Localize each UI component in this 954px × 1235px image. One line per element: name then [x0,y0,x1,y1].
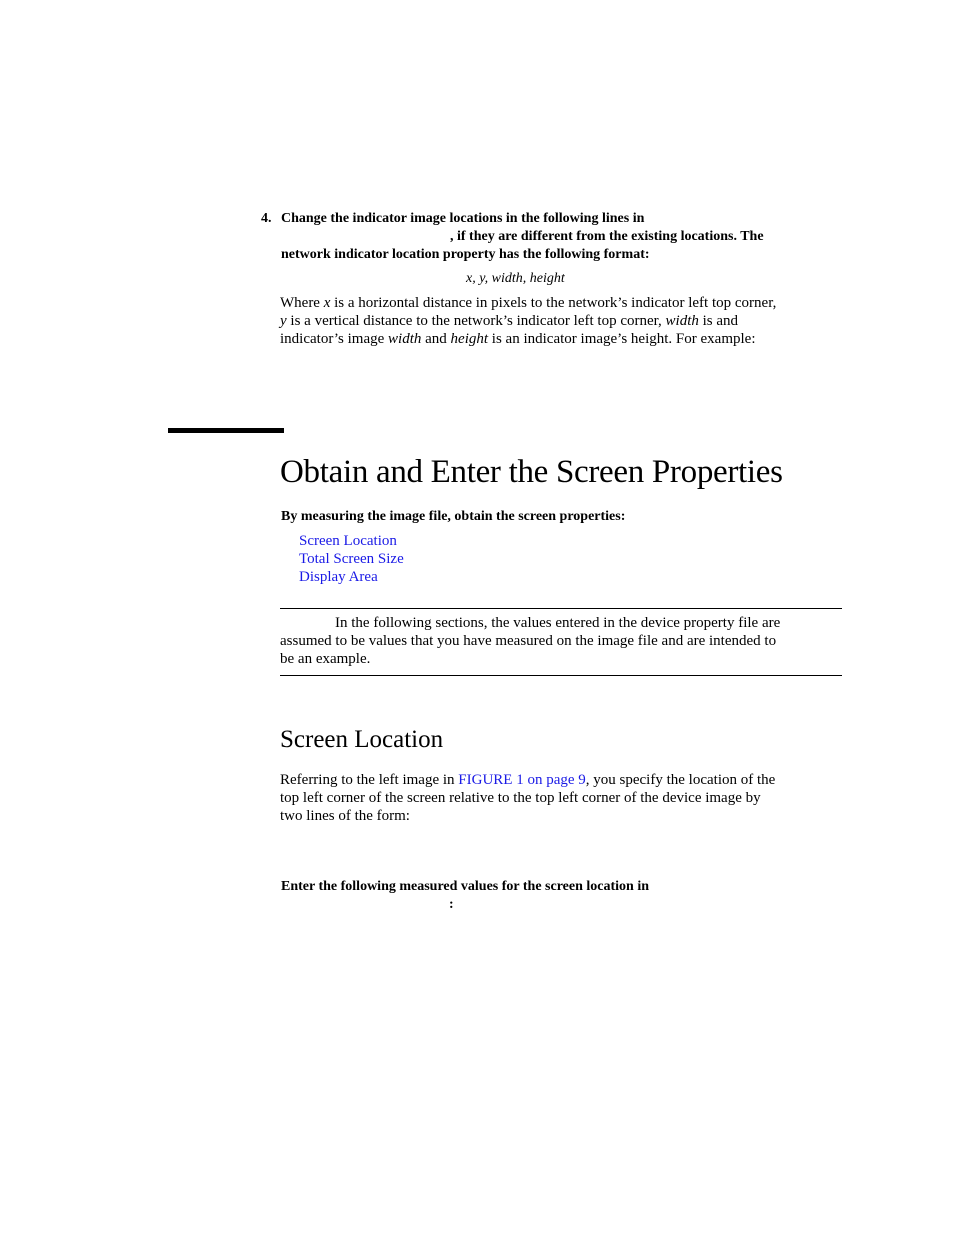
toc-link-total-screen-size[interactable]: Total Screen Size [299,551,404,567]
subsection-line-3: two lines of the form: [280,808,410,824]
toc-link-display-area[interactable]: Display Area [299,569,378,585]
instruction-line-2: : [449,897,454,912]
paragraph-line-3 [280,330,845,348]
var-width: width [665,313,699,329]
subsection-title: Screen Location [280,726,444,753]
note-top-rule [280,608,842,609]
toc-link-screen-location[interactable]: Screen Location [299,533,397,549]
text: is an indicator image’s height. For example: [488,331,756,347]
text: and [421,331,451,347]
paragraph-line-1 [280,294,845,312]
note-line-1: In the following sections, the values entered in the device property file are [335,615,781,631]
instruction-line-1: Enter the following measured values for the screen location in [281,879,649,894]
text: is a vertical distance to the network’s indicator left top corner, [286,313,666,329]
subsection-line-2: top left corner of the screen relative to the top left corner of the device image by [280,790,761,806]
section-title: Obtain and Enter the Screen Properties [280,454,783,490]
step-number: 4. [261,211,272,226]
var-x: x [323,295,331,311]
step-paragraph [280,294,845,348]
step-line-2: , if they are different from the existing locations. The [450,229,764,244]
format-spec: x, y, width, height [466,271,565,286]
step-line-3: network indicator location property has the following format: [281,247,650,262]
toc-list [299,532,404,586]
var-height: height [450,331,489,347]
text: is and [698,313,739,329]
text: , you specify the location of the [585,772,776,788]
section-intro: By measuring the image file, obtain the screen properties: [281,509,626,524]
text: Where [280,295,324,311]
subsection-line-1 [280,771,845,789]
note-line-2: assumed to be values that you have measured on the image file and are intended to [280,633,777,649]
subsection-paragraph [280,771,845,825]
figure-link[interactable]: FIGURE 1 on page 9 [458,772,586,788]
var-width: width [388,331,422,347]
note-text [280,614,845,668]
note-line-3: be an example. [280,651,371,667]
step-line-1: Change the indicator image locations in the following lines in [281,211,645,226]
text: indicator’s image [280,331,389,347]
text: is a horizontal distance in pixels to the network’s indicator left top corner, [330,295,777,311]
text: Referring to the left image in [280,772,459,788]
paragraph-line-2 [280,312,845,330]
var-y: y [280,313,287,329]
note-bottom-rule [280,675,842,676]
section-rule [168,428,284,433]
